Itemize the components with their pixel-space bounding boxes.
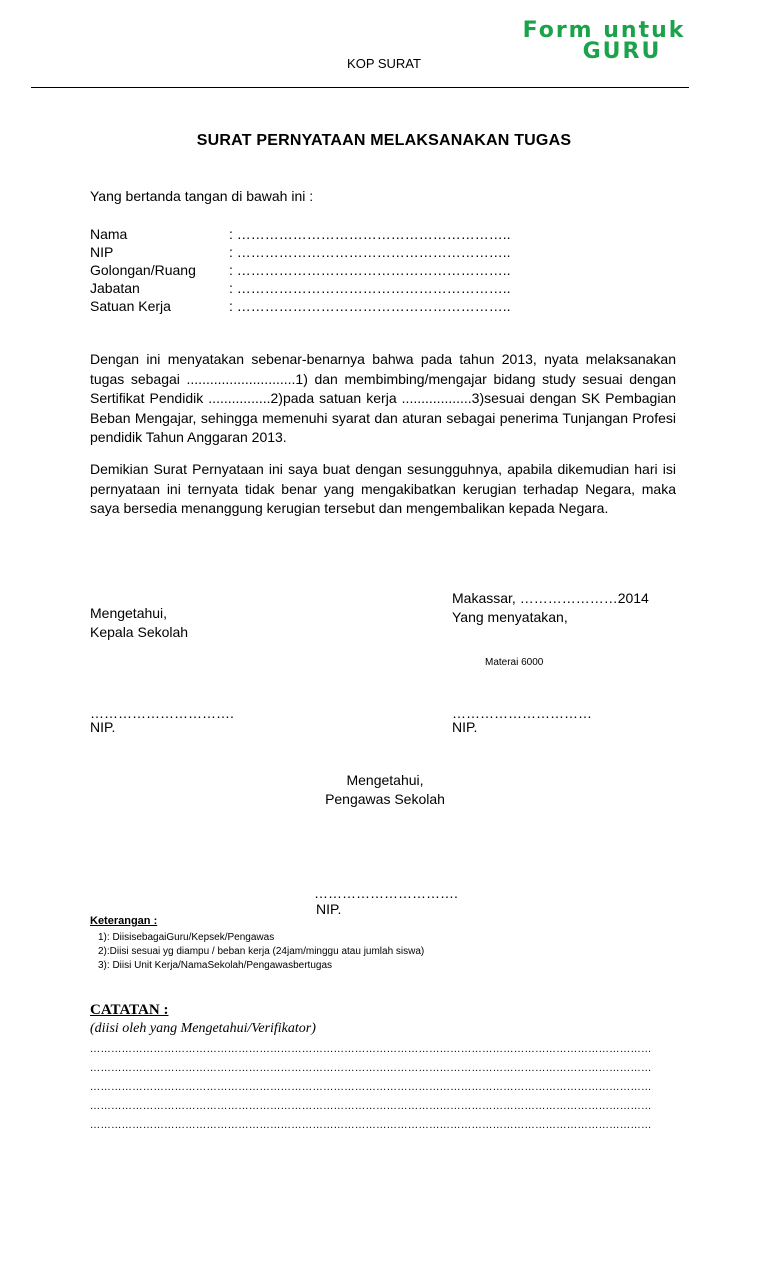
field-label: Golongan/Ruang [90,262,196,278]
kepala-sekolah-nip: NIP. [90,719,116,735]
catatan-line: …………………………………………………………………………………………………………………………………………… [90,1120,652,1131]
signer-name-line: ………………………… [452,705,592,721]
catatan-subtitle: (diisi oleh yang Mengetahui/Verifikator) [90,1021,316,1036]
catatan-line: …………………………………………………………………………………………………………………………………………… [90,1101,652,1112]
signature-left-heading [90,604,188,642]
document-title: SURAT PERNYATAAN MELAKSANAKAN TUGAS [196,132,572,149]
yang-menyatakan-label: Yang menyatakan, [452,609,568,625]
closing-paragraph: Demikian Surat Pernyataan ini saya buat dengan sesungguhnya, apabila dikemudian hari isi pernyataan ini ternyata tidak benar yang mengakibatkan kerugian terhadap Negara, maka saya bersedia menanggung kerugian tersebut dan mengembalikan kepada Negara. [90,461,676,516]
signer-nip: NIP. [452,719,478,735]
mengetahui-label: Mengetahui, [90,605,168,621]
kop-surat-label: KOP SURAT [347,56,421,71]
field-value: : ………………………………………………….. [229,280,511,296]
field-label: Jabatan [90,280,140,296]
pengawas-nip: NIP. [316,901,342,917]
field-value: : ………………………………………………….. [229,262,511,278]
place-date: Makassar, …………………2014 [452,590,649,606]
keterangan-item: 3): Diisi Unit Kerja/NamaSekolah/Pengawasbertugas [98,960,333,971]
pengawas-name-line: …………………………. [314,885,458,901]
keterangan-item: 2):Diisi sesuai yg diampu / beban kerja (24jam/minggu atau jumlah siswa) [98,946,425,957]
field-value: : ………………………………………………….. [229,226,511,242]
keterangan-title: Keterangan : [90,915,158,927]
field-label: Nama [90,226,128,242]
catatan-line: …………………………………………………………………………………………………………………………………………… [90,1082,652,1093]
field-value: : ………………………………………………….. [229,244,511,260]
field-label: Satuan Kerja [90,298,171,314]
keterangan-item: 1): DiisisebagaiGuru/Kepsek/Pengawas [98,932,275,943]
materai-label: Materai 6000 [485,657,544,668]
kepala-sekolah-name-line: …………………………. [90,705,234,721]
pengawas-heading [300,771,470,809]
watermark-line-2: GURU [582,39,662,64]
header-divider [31,87,689,88]
field-label: NIP [90,244,114,260]
field-value: : ………………………………………………….. [229,298,511,314]
signature-right-heading [452,589,649,627]
pengawas-mengetahui-label: Mengetahui, [346,772,424,788]
catatan-line: …………………………………………………………………………………………………………………………………………… [90,1044,652,1055]
watermark-line-1: Form untuk [522,18,686,43]
intro-text: Yang bertanda tangan di bawah ini : [90,188,314,204]
pengawas-sekolah-label: Pengawas Sekolah [325,791,445,807]
kepala-sekolah-label: Kepala Sekolah [90,624,189,640]
catatan-title: CATATAN : [90,1002,169,1018]
catatan-line: …………………………………………………………………………………………………………………………………………… [90,1063,652,1074]
statement-paragraph: Dengan ini menyatakan sebenar-benarnya bahwa pada tahun 2013, nyata melaksanakan tugas sebagai ............................1) dan membimbing/mengajar bidang study sesuai dengan Sertifikat Pendidik ................2)pada satuan kerja ..................3)sesuai dengan SK Pembagian Beban Mengajar, sehingga memenuhi syarat dan aturan sebagai penerima Tunjangan Profesi pendidik Tahun Anggaran 2013. [90,351,676,445]
